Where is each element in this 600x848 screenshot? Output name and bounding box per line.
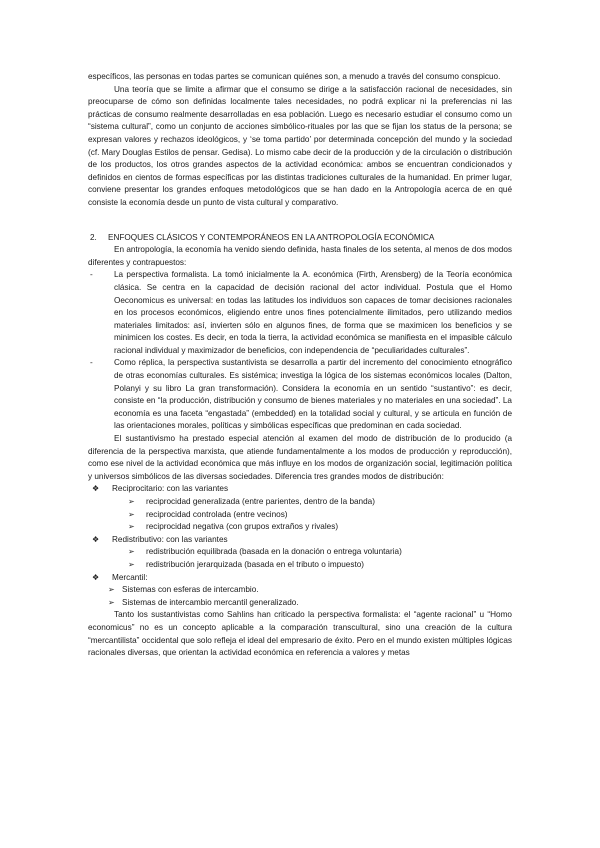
list-item-text: Redistributivo: con las variantes bbox=[112, 534, 228, 544]
section-heading bbox=[88, 232, 512, 245]
arrow-bullet-icon: ➢ bbox=[128, 509, 135, 519]
diamond-bullet-icon: ❖ bbox=[92, 484, 100, 494]
sublist-item-text: Sistemas de intercambio mercantil generalizado. bbox=[122, 597, 299, 607]
sublist-item-text: redistribución jerarquizada (basada en el tributo o impuesto) bbox=[146, 559, 365, 569]
arrow-bullet-icon: ➢ bbox=[128, 559, 135, 569]
sublist-item bbox=[88, 521, 512, 534]
list-item-text: Como réplica, la perspectiva sustantivista se desarrolla a partir del incremento del conocimiento etnográfico de otras economías culturales. Es sistémica; investiga la lógica de los sistemas económicos locales (Dalton, Polanyi y su libro La gran transformación). Considera la economía en un sentido “sustantivo”: es decir, consiste en “la producción, distribución y consumo de bienes materiales y no materiales en una sociedad”. La economía es una faceta “engastada” (embedded) en la totalidad social y cultural, y se articula en función de las orientaciones morales, políticas y simbólicas específicas que predominan en cada sociedad. bbox=[114, 358, 512, 431]
sublist-item-text: reciprocidad negativa (con grupos extraños y rivales) bbox=[146, 522, 339, 532]
sublist-item bbox=[88, 597, 512, 610]
sublist-item bbox=[88, 559, 512, 572]
arrow-bullet-icon: ➢ bbox=[128, 522, 135, 532]
list-item-mercantil bbox=[88, 572, 512, 585]
sublist-item-text: reciprocidad generalizada (entre parientes, dentro de la banda) bbox=[146, 497, 375, 506]
list-item-text: Mercantil: bbox=[112, 572, 148, 582]
paragraph-continued: específicos, las personas en todas partes se comunican quiénes son, a menudo a través del consumo conspicuo. bbox=[88, 72, 501, 81]
paragraph-sustantivismo: El sustantivismo ha prestado especial atención al examen del modo de distribución de lo producido (a diferencia de la perspectiva marxista, que atiende fundamentalmente a los modos de producción y reproducción), como ese nivel de la actividad económica que más influye en los modos de organización social, legitimación política y universos simbólicos de las diversas sociedades. Diferencia tres grandes modos de distribución: bbox=[88, 434, 512, 481]
sublist-item bbox=[88, 546, 512, 559]
sublist-item bbox=[88, 496, 512, 509]
diamond-bullet-icon: ❖ bbox=[92, 534, 100, 544]
arrow-bullet-icon: ➢ bbox=[128, 547, 135, 557]
list-item-reciprocitario bbox=[88, 483, 512, 496]
paragraph-definicion: En antropología, la economía ha venido siendo definida, hasta finales de los setenta, al menos de dos modos diferentes y contrapuestos: bbox=[88, 245, 512, 267]
sublist-item-text: redistribución equilibrada (basada en la donación o entrega voluntaria) bbox=[146, 547, 402, 557]
dash-bullet: - bbox=[90, 358, 93, 368]
section-number: 2. bbox=[90, 232, 97, 242]
sublist-item-text: Sistemas con esferas de intercambio. bbox=[122, 585, 259, 595]
paragraph-consumo-teoria: Una teoría que se limite a afirmar que el consumo se dirige a la satisfacción racional de necesidades, sin preocuparse de cómo son definidas localmente tales necesidades, no podrá explicar ni la preferencias ni las prácticas de consumo realmente desarrolladas en esa población. Luego es necesario estudiar el consumo como un “sistema cultural”, como un conjunto de acciones simbólico-rituales por las que se fijan los status de la persona; se expresan valores y rechazos ideológicos, y ‘se toma partido’ por determinada concepción del mundo y la sociedad (cf. Mary Douglas Estilos de pensar. Gedisa). Lo mismo cabe decir de la producción y de la circulación o distribución de los productos, los otros grandes aspectos de la actividad económica: ambos se encuentran condicionados y definidos en cientos de formas específicas por las distintas tradiciones culturales de la humanidad. En primer lugar, conviene presentar los grandes enfoques metodológicos que se han dado en la Antropología acerca de en qué consiste la economía desde un punto de vista cultural y comparativo. bbox=[88, 84, 512, 207]
dash-bullet: - bbox=[90, 270, 93, 280]
arrow-bullet-icon: ➢ bbox=[128, 497, 135, 506]
sublist-item bbox=[88, 509, 512, 522]
list-item-text: Reciprocitario: con las variantes bbox=[112, 484, 229, 494]
arrow-bullet-icon: ➢ bbox=[108, 585, 115, 595]
sublist-item bbox=[88, 584, 512, 597]
section-title: ENFOQUES CLÁSICOS Y CONTEMPORÁNEOS EN LA ANTROPOLOGÍA ECONÓMICA bbox=[108, 232, 435, 242]
arrow-bullet-icon: ➢ bbox=[108, 597, 115, 607]
sublist-item-text: reciprocidad controlada (entre vecinos) bbox=[146, 509, 288, 519]
paragraph-critica-formalista: Tanto los sustantivistas como Sahlins han criticado la perspectiva formalista: el “agente racional” u “Homo economicus” no es un concepto aplicable a la comparación transcultural, sino una creación de la cultura “mercantilista” occidental que solo refleja el ideal del empresario de éxito. Pero en el mundo existen múltiples lógicas racionales diversas, que orientan la actividad económica en referencia a valores y metas bbox=[88, 610, 512, 658]
list-item-formalista bbox=[88, 269, 512, 357]
list-item-redistributivo bbox=[88, 534, 512, 547]
diamond-bullet-icon: ❖ bbox=[92, 572, 100, 582]
document-body bbox=[88, 71, 512, 660]
section-spacer bbox=[88, 210, 512, 232]
list-item-text: La perspectiva formalista. La tomó inicialmente la A. económica (Firth, Arensberg) de la Teoría económica clásica. Se centra en la capacidad de decisión racional del actor individual. Postula que el Homo Oeconomicus es universal: en todas las latitudes los individuos son capaces de tomar decisiones racionales en los procesos económicos, eligiendo entre unos fines potencialmente ilimitados, pero utilizando medios materiales limitados: así, invierten sólo en algunos fines, de forma que se maximicen los beneficios y se minimicen los costes. Es decir, en toda la tierra, la actividad económica se manifiesta en el impasible cálculo racional individual y maximizador de beneficios, con independencia de “peculiaridades culturales”. bbox=[114, 270, 512, 355]
list-item-sustantivista bbox=[88, 357, 512, 433]
